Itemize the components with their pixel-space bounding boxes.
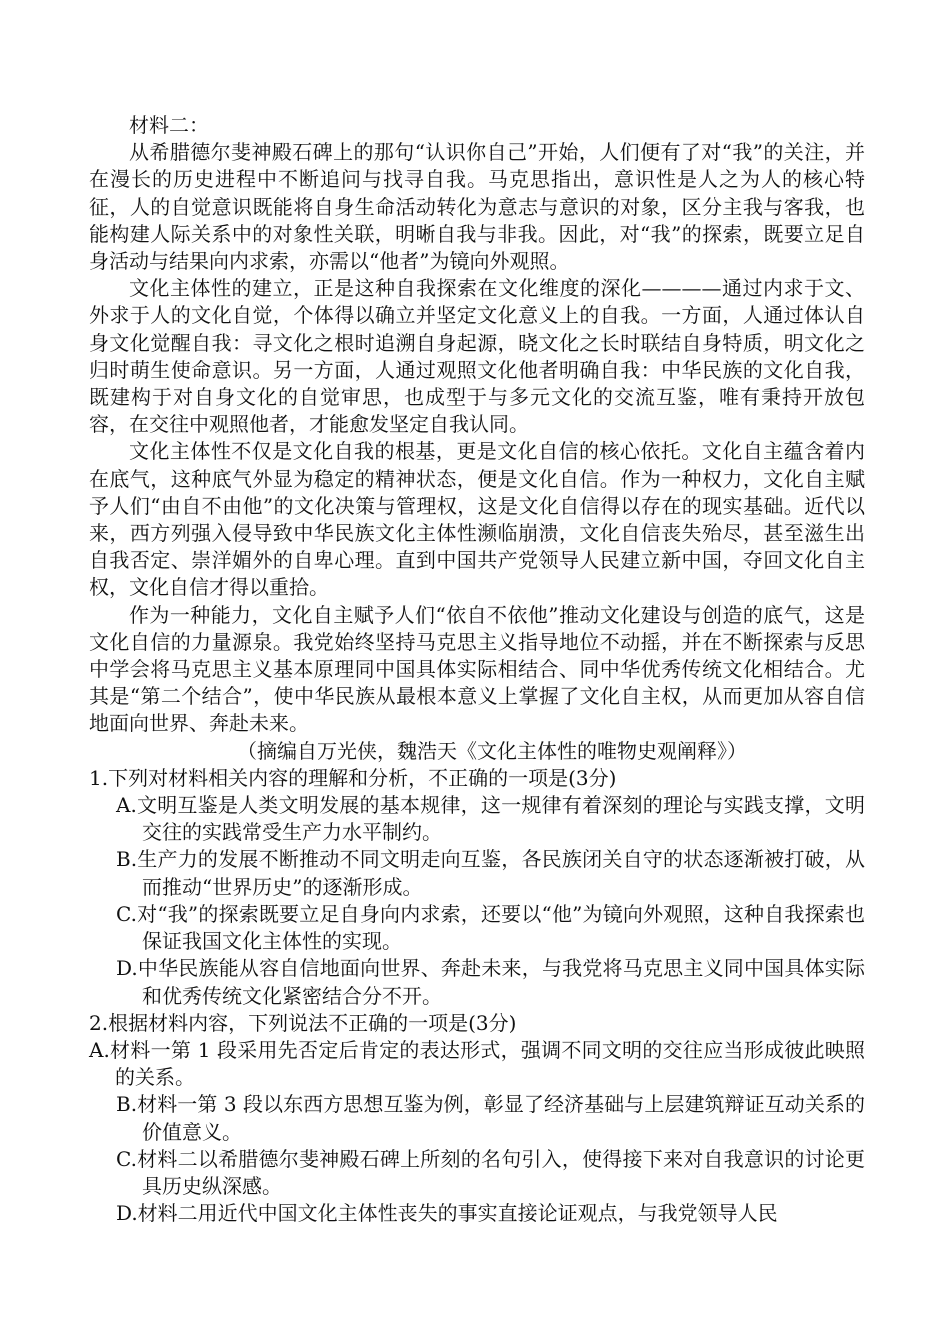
question-1-option-b: B.生产力的发展不断推动不同文明走向互鉴，各民族闭关自守的状态逐渐被打破，从而推动“世界历史”的逐渐形成。 (116, 847, 865, 899)
question-2-option-d: D.材料二用近代中国文化主体性丧失的事实直接论证观点，与我党领导人民 (116, 1201, 778, 1226)
material-paragraph: 文化主体性不仅是文化自我的根基，更是文化自信的核心依托。文化自主蕴含着内在底气，这种底气外显为稳定的精神状态，便是文化自信。作为一种权力，文化自主赋予人们“由自不由他”的文化决策与管理权，这是文化自信得以存在的现实基础。近代以来，西方列强入侵导致中华民族文化主体性濒临崩溃，文化自信丧失殆尽，甚至滋生出自我否定、崇洋媚外的自卑心理。直到中国共产党领导人民建立新中国，夺回文化自主权，文化自信才得以重拾。 (89, 439, 865, 600)
question-1-option-d: D.中华民族能从容自信地面向世界、奔赴未来，与我党将马克思主义同中国具体实际和优秀传统文化紧密结合分不开。 (116, 956, 865, 1008)
question-1-option-c: C.对“我”的探索既要立足自身向内求索，还要以“他”为镜向外观照，这种自我探索也保证我国文化主体性的实现。 (116, 901, 865, 954)
exam-page (89, 112, 865, 1227)
question-2-option-c: C.材料二以希腊德尔斐神殿石碑上所刻的名句引入，使得接下来对自我意识的讨论更具历史纵深感。 (116, 1146, 865, 1198)
material-paragraph: 作为一种能力，文化自主赋予人们“依自不依他”推动文化建设与创造的底气，这是文化自信的力量源泉。我党始终坚持马克思主义指导地位不动摇，并在不断探索与反思中学会将马克思主义基本原理同中国具体实际相结合、同中华优秀传统文化相结合。尤其是“第二个结合”，使中华民族从最根本意义上掌握了文化自主权，从而更加从容自信地面向世界、奔赴未来。 (89, 602, 865, 736)
material-heading: 材料二： (129, 113, 209, 137)
question-1-option-a: A.文明互鉴是人类文明发展的基本规律，这一规律有着深刻的理论与实践支撑，文明交往的实践常受生产力水平制约。 (116, 793, 865, 845)
material-source: （摘编自万光侠，魏浩天《文化主体性的唯物史观阐释》） (237, 738, 747, 763)
material-paragraph: 从希腊德尔斐神殿石碑上的那句“认识你自己”开始，人们便有了对“我”的关注，并在漫长的历史进程中不断追问与找寻自我。马克思指出，意识性是人之为人的核心特征，人的自觉意识既能将自身生命活动转化为意志与意识的对象，区分主我与客我，也能构建人际关系中的对象性关联，明晰自我与非我。因此，对“我”的探索，既要立足自身活动与结果向内求索，亦需以“他者”为镜向外观照。 (89, 140, 865, 274)
question-2-stem: 2.根据材料内容，下列说法不正确的一项是(3分) (89, 1010, 517, 1035)
question-2-option-a: A.材料一第 1 段采用先否定后肯定的表达形式，强调不同文明的交往应当形成彼此映照的关系。 (89, 1037, 865, 1090)
question-1-stem: 1.下列对材料相关内容的理解和分析，不正确的一项是(3分) (89, 765, 617, 790)
material-paragraph: 文化主体性的建立，正是这种自我探索在文化维度的深化————通过内求于文、外求于人的文化自觉，个体得以确立并坚定文化意义上的自我。一方面，人通过体认自身文化觉醒自我：寻文化之根时追溯自身起源，晓文化之长时联结自身特质，明文化之归时萌生使命意识。另一方面，人通过观照文化他者明确自我：中华民族的文化自我，既建构于对自身文化的自觉审思，也成型于与多元文化的交流互鉴，唯有秉持开放包容，在交往中观照他者，才能愈发坚定自我认同。 (89, 276, 865, 437)
question-2-option-b: B.材料一第 3 段以东西方思想互鉴为例，彰显了经济基础与上层建筑辩证互动关系的价值意义。 (116, 1092, 865, 1144)
